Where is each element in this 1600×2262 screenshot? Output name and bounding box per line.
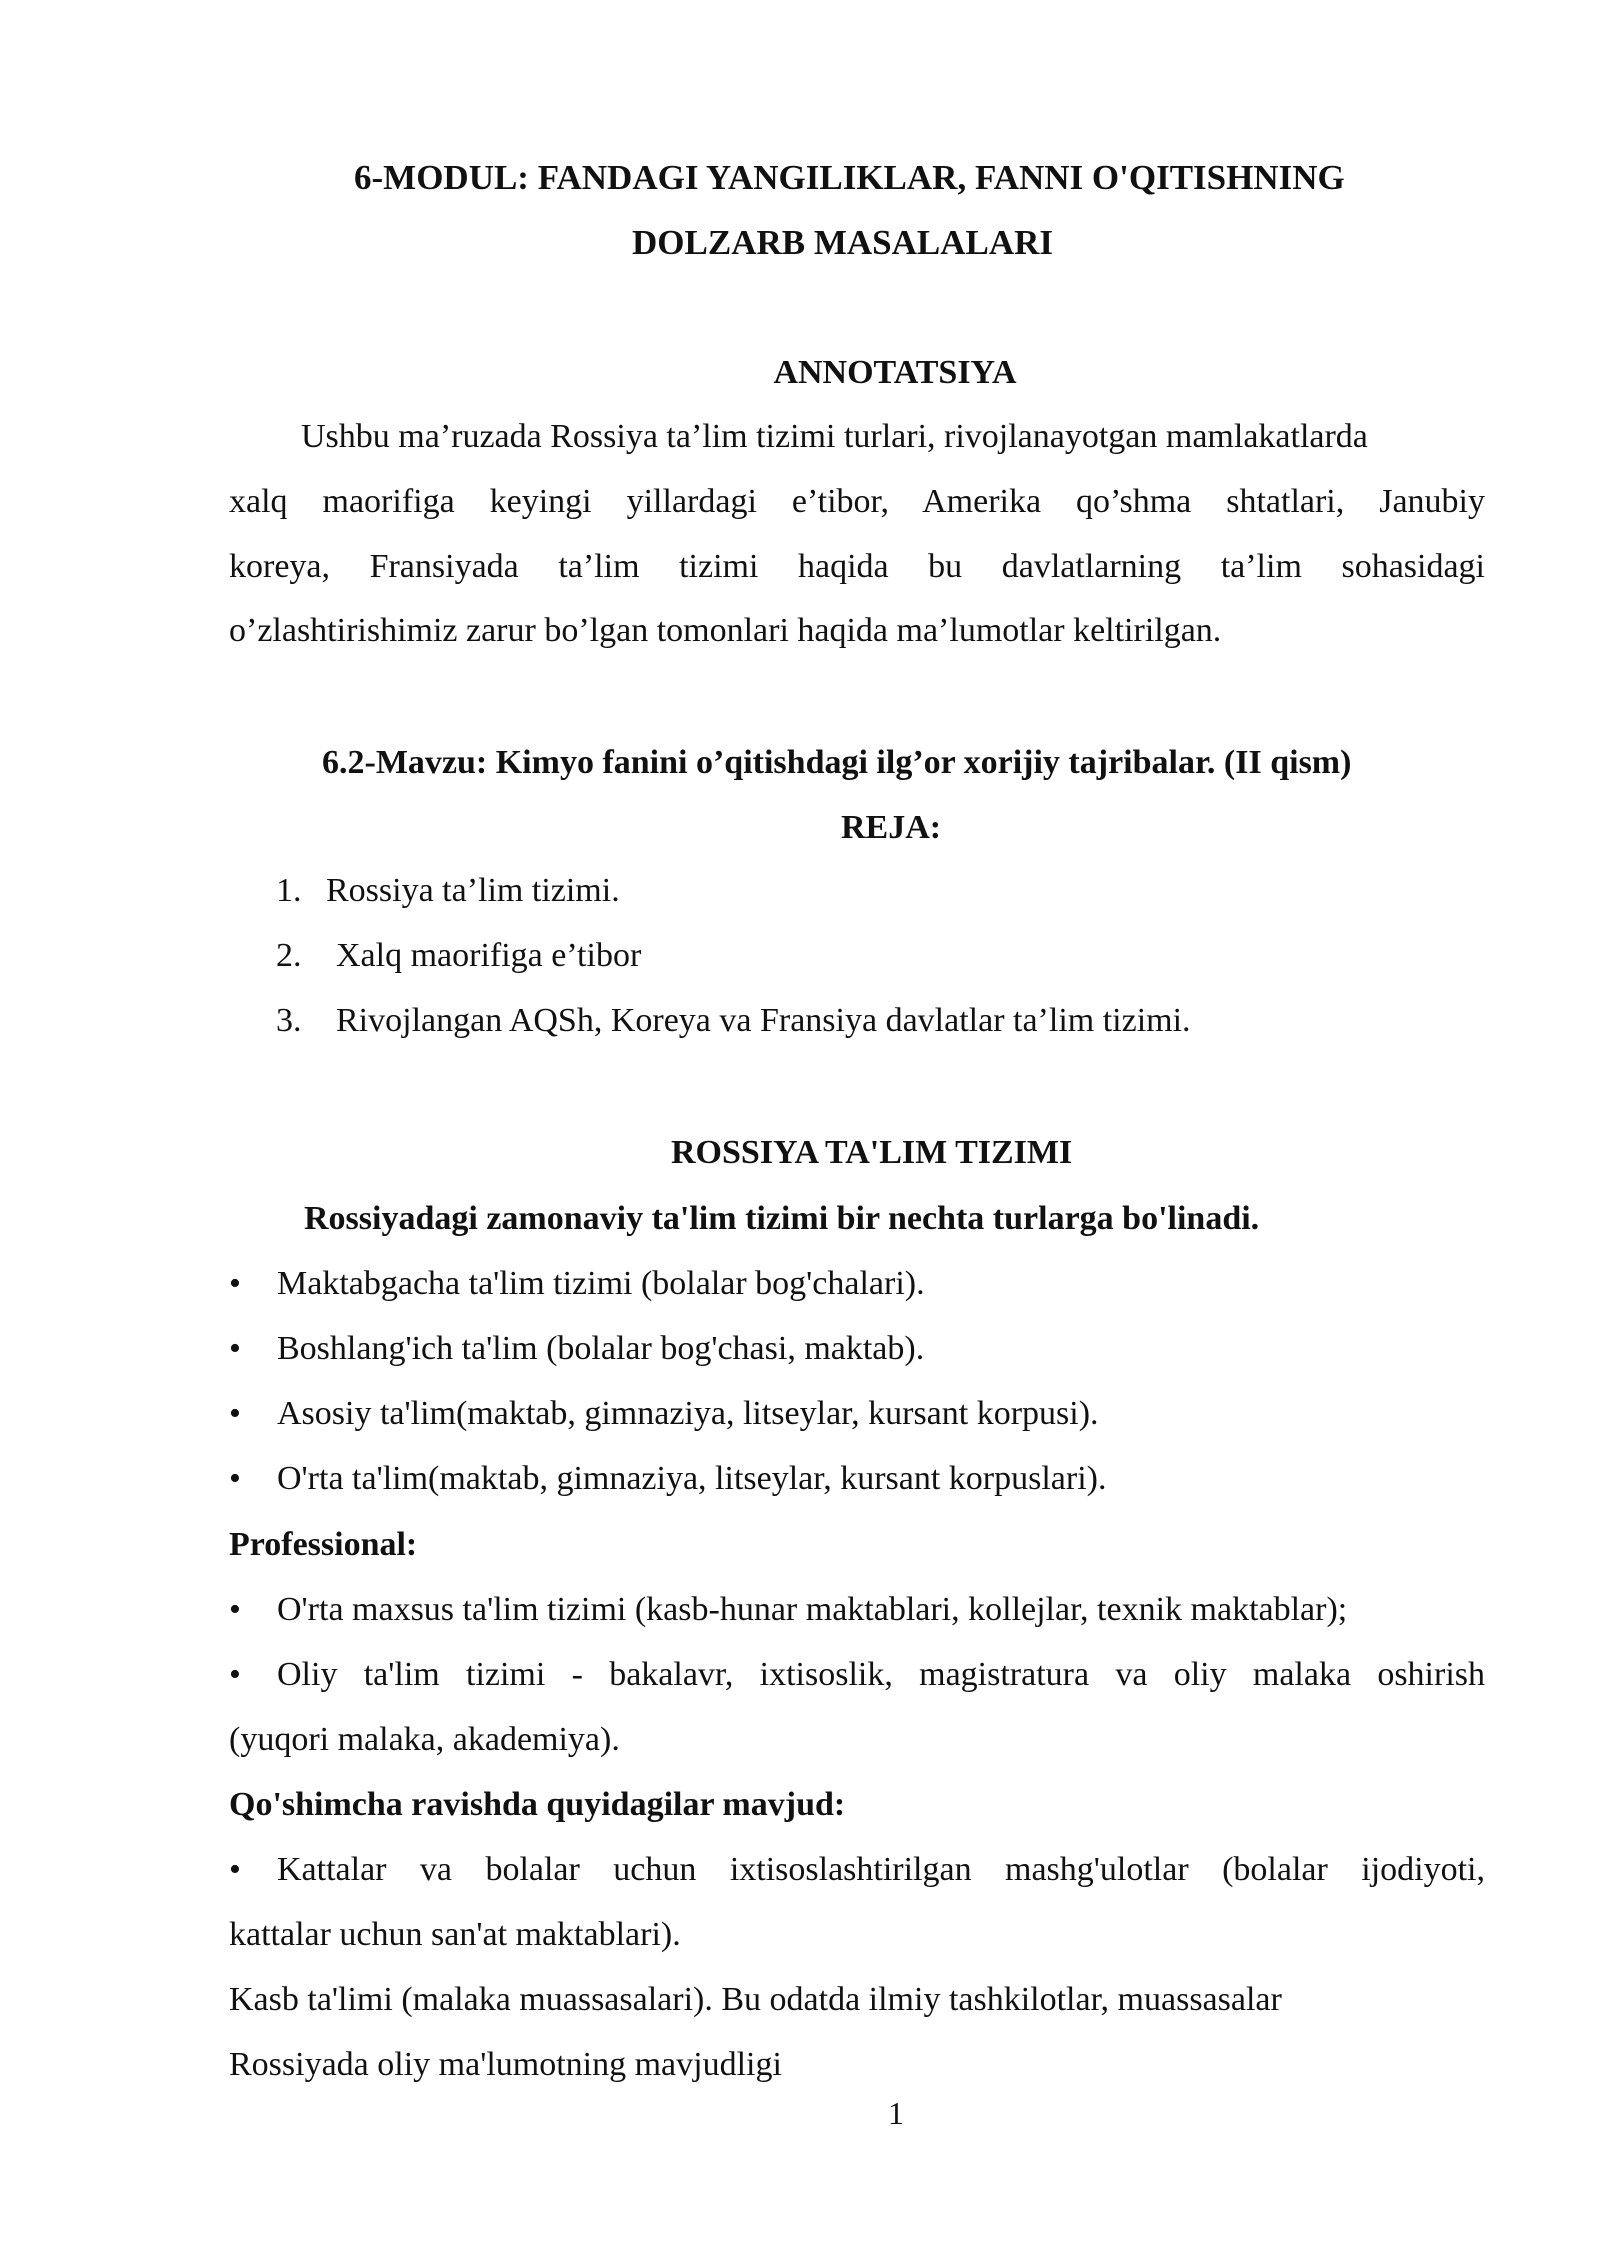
bullet-item: Asosiy ta'lim(maktab, gimnaziya, litseylar, kursant korpusi). [277, 1395, 1099, 1432]
section-heading: ROSSIYA TA'LIM TIZIMI [671, 1134, 1073, 1171]
bullet-mark: • [229, 1395, 241, 1432]
professional-label: Professional: [229, 1526, 418, 1563]
bullet-mark: • [229, 1656, 241, 1693]
document-title-line-2: DOLZARB MASALALARI [632, 223, 1054, 262]
additional-label: Qo'shimcha ravishda quyidagilar mavjud: [229, 1786, 846, 1823]
bullet-item: Maktabgacha ta'lim tizimi (bolalar bog'chalari). [277, 1265, 925, 1302]
topic-heading: 6.2-Mavzu: Kimyo fanini o’qitishdagi ilg’or xorijiy tajribalar. (II qism) [322, 744, 1352, 781]
plan-item-number: 3. [276, 1002, 302, 1039]
bullet-item: O'rta maxsus ta'lim tizimi (kasb-hunar maktablari, kollejlar, texnik maktablar); [277, 1591, 1348, 1628]
annotation-line-3: koreya, Fransiyada ta’lim tizimi haqida bu davlatlarning ta’lim sohasidagi [229, 548, 1485, 585]
document-title-line-1: 6-MODUL: FANDAGI YANGILIKLAR, FANNI O'QITISHNING [354, 158, 1345, 197]
bullet-item: Kattalar va bolalar uchun ixtisoslashtirilgan mashg'ulotlar (bolalar ijodiyoti, [277, 1851, 1485, 1888]
plan-item-number: 1. [276, 872, 302, 909]
paragraph-line-1: Kasb ta'limi (malaka muassasalari). Bu odatda ilmiy tashkilotlar, muassasalar [229, 1981, 1282, 2018]
bullet-item: Oliy ta'lim tizimi - bakalavr, ixtisoslik, magistratura va oliy malaka oshirish [277, 1656, 1485, 1693]
plan-item-number: 2. [276, 937, 302, 974]
annotation-line-2: xalq maorifiga keyingi yillardagi e’tibor, Amerika qo’shma shtatlari, Janubiy [229, 483, 1485, 520]
plan-item-text: Xalq maorifiga e’tibor [336, 937, 642, 974]
bullet-mark: • [229, 1265, 241, 1302]
bullet-item: Boshlang'ich ta'lim (bolalar bog'chasi, maktab). [277, 1330, 925, 1367]
annotation-heading: ANNOTATSIYA [773, 354, 1017, 391]
section-subheading: Rossiyadagi zamonaviy ta'lim tizimi bir nechta turlarga bo'linadi. [304, 1200, 1260, 1237]
bullet-item: O'rta ta'lim(maktab, gimnaziya, litseylar, kursant korpuslari). [277, 1460, 1107, 1497]
bullet-mark: • [229, 1460, 241, 1497]
paragraph-line-2: Rossiyada oliy ma'lumotning mavjudligi [229, 2046, 782, 2083]
bullet-item-continuation: kattalar uchun san'at maktablari). [229, 1916, 681, 1953]
bullet-item-continuation: (yuqori malaka, akademiya). [229, 1721, 620, 1758]
bullet-mark: • [229, 1330, 241, 1367]
bullet-mark: • [229, 1851, 241, 1888]
plan-heading: REJA: [841, 809, 942, 846]
bullet-mark: • [229, 1591, 241, 1628]
annotation-line-4: o’zlashtirishimiz zarur bo’lgan tomonlari haqida ma’lumotlar keltirilgan. [229, 612, 1222, 649]
plan-item-text: Rossiya ta’lim tizimi. [326, 872, 620, 909]
page-number: 1 [888, 2095, 904, 2131]
plan-item-text: Rivojlangan AQSh, Koreya va Fransiya davlatlar ta’lim tizimi. [336, 1002, 1191, 1039]
annotation-line-1: Ushbu ma’ruzada Rossiya ta’lim tizimi turlari, rivojlanayotgan mamlakatlarda [301, 418, 1368, 455]
